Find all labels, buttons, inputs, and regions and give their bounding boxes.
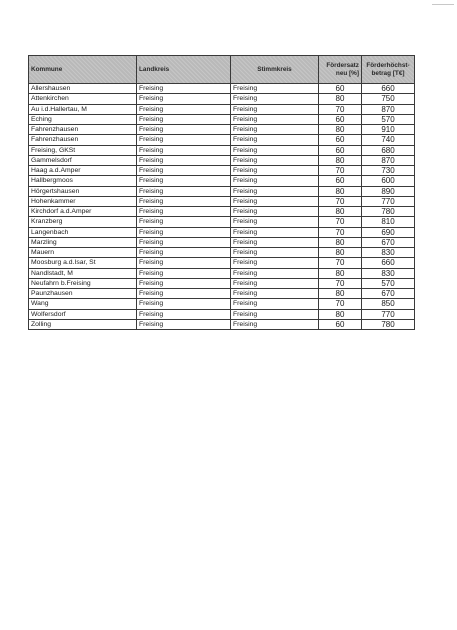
kommune-cell: Kirchdorf a.d.Amper [29, 207, 137, 217]
stimmkreis-cell: Freising [231, 319, 319, 329]
foerdersatz-cell: 60 [319, 84, 362, 94]
landkreis-cell: Freising [137, 145, 231, 155]
funding-table [28, 55, 415, 330]
foerderbetrag-cell: 780 [362, 319, 415, 329]
foerderbetrag-cell: 810 [362, 217, 415, 227]
stimmkreis-cell: Freising [231, 268, 319, 278]
foerderbetrag-cell: 780 [362, 207, 415, 217]
table-row [29, 258, 415, 268]
landkreis-cell: Freising [137, 84, 231, 94]
foerderbetrag-cell: 870 [362, 104, 415, 114]
foerdersatz-cell: 80 [319, 94, 362, 104]
table-row [29, 289, 415, 299]
table-row [29, 114, 415, 124]
kommune-cell: Hörgertshausen [29, 186, 137, 196]
foerdersatz-cell: 60 [319, 135, 362, 145]
landkreis-cell: Freising [137, 268, 231, 278]
kommune-cell: Attenkirchen [29, 94, 137, 104]
foerderbetrag-cell: 660 [362, 258, 415, 268]
table-row [29, 186, 415, 196]
table-row [29, 319, 415, 329]
table-body [29, 84, 415, 330]
kommune-cell: Neufahrn b.Freising [29, 278, 137, 288]
kommune-cell: Freising, GKSt [29, 145, 137, 155]
foerderbetrag-cell: 600 [362, 176, 415, 186]
kommune-cell: Wang [29, 299, 137, 309]
foerdersatz-cell: 60 [319, 319, 362, 329]
foerdersatz-cell: 70 [319, 217, 362, 227]
stimmkreis-cell: Freising [231, 227, 319, 237]
landkreis-cell: Freising [137, 114, 231, 124]
landkreis-cell: Freising [137, 155, 231, 165]
table-row [29, 217, 415, 227]
stimmkreis-cell: Freising [231, 289, 319, 299]
stimmkreis-cell: Freising [231, 84, 319, 94]
foerderbetrag-cell: 830 [362, 268, 415, 278]
stimmkreis-cell: Freising [231, 196, 319, 206]
landkreis-cell: Freising [137, 166, 231, 176]
foerderbetrag-cell: 770 [362, 309, 415, 319]
header-stimmkreis: Stimmkreis [231, 56, 319, 84]
stimmkreis-cell: Freising [231, 125, 319, 135]
table-row [29, 84, 415, 94]
table-row [29, 104, 415, 114]
table-row [29, 227, 415, 237]
landkreis-cell: Freising [137, 104, 231, 114]
landkreis-cell: Freising [137, 289, 231, 299]
kommune-cell: Eching [29, 114, 137, 124]
foerderbetrag-cell: 570 [362, 278, 415, 288]
landkreis-cell: Freising [137, 94, 231, 104]
kommune-cell: Fahrenzhausen [29, 125, 137, 135]
foerderbetrag-cell: 730 [362, 166, 415, 176]
foerdersatz-cell: 80 [319, 309, 362, 319]
foerdersatz-cell: 70 [319, 278, 362, 288]
foerdersatz-cell: 80 [319, 155, 362, 165]
kommune-cell: Fahrenzhausen [29, 135, 137, 145]
foerderbetrag-cell: 660 [362, 84, 415, 94]
stimmkreis-cell: Freising [231, 104, 319, 114]
kommune-cell: Mauern [29, 248, 137, 258]
foerderbetrag-cell: 830 [362, 248, 415, 258]
foerderbetrag-cell: 870 [362, 155, 415, 165]
foerdersatz-cell: 70 [319, 227, 362, 237]
kommune-cell: Allershausen [29, 84, 137, 94]
table-row [29, 94, 415, 104]
landkreis-cell: Freising [137, 248, 231, 258]
foerdersatz-cell: 70 [319, 104, 362, 114]
scan-edge-mark [432, 4, 454, 5]
stimmkreis-cell: Freising [231, 248, 319, 258]
kommune-cell: Nandlstadt, M [29, 268, 137, 278]
foerderbetrag-cell: 850 [362, 299, 415, 309]
foerderbetrag-cell: 740 [362, 135, 415, 145]
kommune-cell: Moosburg a.d.Isar, St [29, 258, 137, 268]
header-foerderhoechstbetrag: Förderhöchst- betrag [T€] [362, 56, 415, 84]
table-row [29, 135, 415, 145]
stimmkreis-cell: Freising [231, 135, 319, 145]
kommune-cell: Hohenkammer [29, 196, 137, 206]
foerdersatz-cell: 60 [319, 114, 362, 124]
table-row [29, 155, 415, 165]
foerderbetrag-cell: 570 [362, 114, 415, 124]
stimmkreis-cell: Freising [231, 217, 319, 227]
foerderbetrag-cell: 770 [362, 196, 415, 206]
foerderbetrag-cell: 690 [362, 227, 415, 237]
stimmkreis-cell: Freising [231, 237, 319, 247]
foerdersatz-cell: 60 [319, 176, 362, 186]
kommune-cell: Kranzberg [29, 217, 137, 227]
table-row [29, 309, 415, 319]
stimmkreis-cell: Freising [231, 176, 319, 186]
header-kommune: Kommune [29, 56, 137, 84]
table-row [29, 166, 415, 176]
stimmkreis-cell: Freising [231, 207, 319, 217]
landkreis-cell: Freising [137, 278, 231, 288]
foerderbetrag-cell: 890 [362, 186, 415, 196]
landkreis-cell: Freising [137, 319, 231, 329]
table-row [29, 248, 415, 258]
landkreis-cell: Freising [137, 186, 231, 196]
landkreis-cell: Freising [137, 196, 231, 206]
table-row [29, 207, 415, 217]
foerderbetrag-cell: 670 [362, 289, 415, 299]
table-row [29, 268, 415, 278]
table-header-row [29, 56, 415, 84]
foerdersatz-cell: 80 [319, 289, 362, 299]
foerdersatz-cell: 80 [319, 237, 362, 247]
landkreis-cell: Freising [137, 135, 231, 145]
landkreis-cell: Freising [137, 227, 231, 237]
table-row [29, 176, 415, 186]
landkreis-cell: Freising [137, 309, 231, 319]
stimmkreis-cell: Freising [231, 278, 319, 288]
table-row [29, 145, 415, 155]
table-row [29, 196, 415, 206]
foerdersatz-cell: 80 [319, 125, 362, 135]
stimmkreis-cell: Freising [231, 258, 319, 268]
stimmkreis-cell: Freising [231, 145, 319, 155]
foerderbetrag-cell: 910 [362, 125, 415, 135]
landkreis-cell: Freising [137, 176, 231, 186]
foerdersatz-cell: 80 [319, 248, 362, 258]
landkreis-cell: Freising [137, 237, 231, 247]
header-foerdersatz: Fördersatz neu [%] [319, 56, 362, 84]
foerderbetrag-cell: 680 [362, 145, 415, 155]
foerdersatz-cell: 70 [319, 299, 362, 309]
kommune-cell: Paunzhausen [29, 289, 137, 299]
stimmkreis-cell: Freising [231, 309, 319, 319]
foerdersatz-cell: 80 [319, 186, 362, 196]
foerderbetrag-cell: 670 [362, 237, 415, 247]
foerderbetrag-cell: 750 [362, 94, 415, 104]
funding-table-container [28, 55, 414, 330]
kommune-cell: Langenbach [29, 227, 137, 237]
landkreis-cell: Freising [137, 125, 231, 135]
kommune-cell: Wolfersdorf [29, 309, 137, 319]
landkreis-cell: Freising [137, 207, 231, 217]
kommune-cell: Haag a.d.Amper [29, 166, 137, 176]
foerdersatz-cell: 70 [319, 166, 362, 176]
foerdersatz-cell: 80 [319, 207, 362, 217]
stimmkreis-cell: Freising [231, 299, 319, 309]
kommune-cell: Marzling [29, 237, 137, 247]
kommune-cell: Hallbergmoos [29, 176, 137, 186]
stimmkreis-cell: Freising [231, 155, 319, 165]
kommune-cell: Zolling [29, 319, 137, 329]
header-landkreis: Landkreis [137, 56, 231, 84]
stimmkreis-cell: Freising [231, 166, 319, 176]
table-row [29, 125, 415, 135]
foerdersatz-cell: 80 [319, 268, 362, 278]
foerdersatz-cell: 70 [319, 196, 362, 206]
landkreis-cell: Freising [137, 258, 231, 268]
foerdersatz-cell: 60 [319, 145, 362, 155]
table-row [29, 278, 415, 288]
stimmkreis-cell: Freising [231, 186, 319, 196]
kommune-cell: Au i.d.Hallertau, M [29, 104, 137, 114]
kommune-cell: Gammelsdorf [29, 155, 137, 165]
landkreis-cell: Freising [137, 299, 231, 309]
foerdersatz-cell: 70 [319, 258, 362, 268]
table-row [29, 299, 415, 309]
table-row [29, 237, 415, 247]
landkreis-cell: Freising [137, 217, 231, 227]
stimmkreis-cell: Freising [231, 94, 319, 104]
stimmkreis-cell: Freising [231, 114, 319, 124]
